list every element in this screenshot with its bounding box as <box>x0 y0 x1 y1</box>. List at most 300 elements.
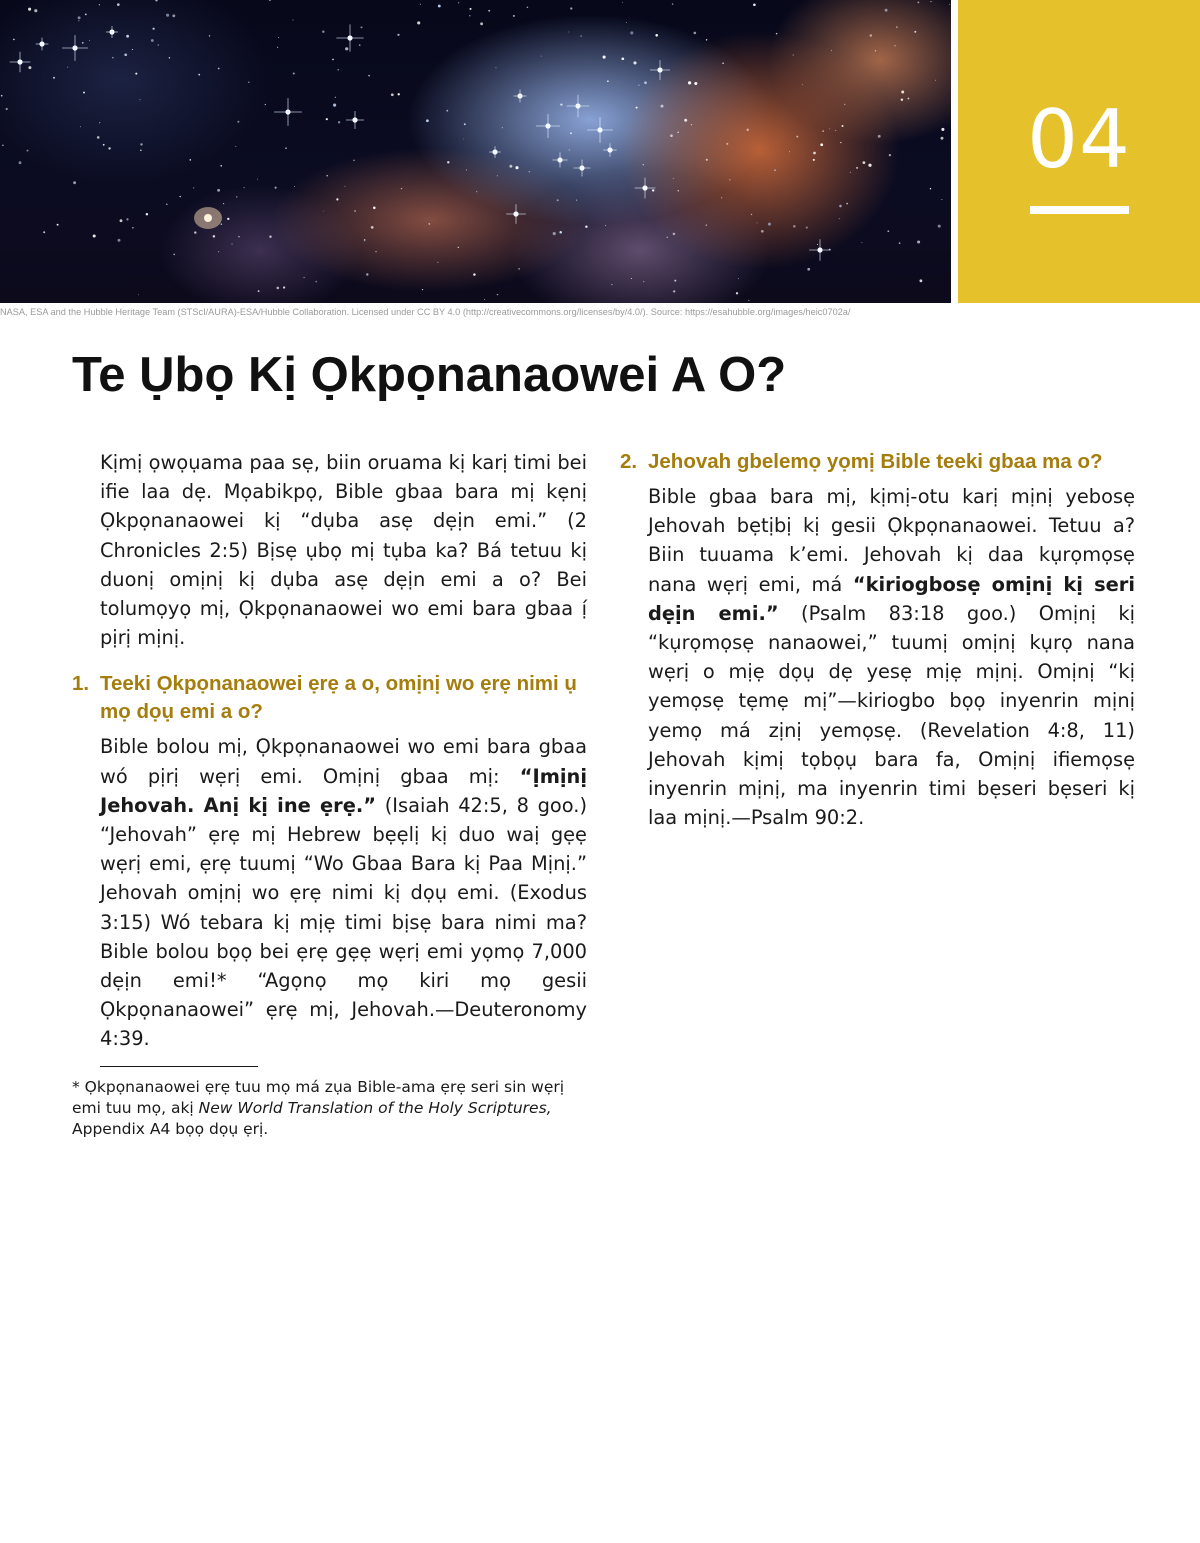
star <box>497 294 498 295</box>
bright-star <box>336 24 363 51</box>
star <box>840 142 841 143</box>
star <box>829 128 830 129</box>
star <box>293 20 294 21</box>
star <box>80 126 81 127</box>
question-2-text: Jehovah gbelemọ yọmị Bible teeki gbaa ma o? <box>648 450 1103 473</box>
page-title: Te Ụbọ Kị Ọkpọnanaowei A O? <box>72 348 787 402</box>
star <box>655 34 658 37</box>
bright-star <box>10 52 31 73</box>
star <box>466 169 467 170</box>
star <box>611 284 612 285</box>
star <box>576 200 577 201</box>
star <box>917 240 920 243</box>
star <box>644 81 647 84</box>
star <box>126 218 128 220</box>
star <box>949 4 950 5</box>
star <box>458 247 459 248</box>
star <box>541 56 542 57</box>
bright-star <box>603 143 616 156</box>
star <box>559 231 562 234</box>
star <box>53 77 55 79</box>
left-column <box>72 448 587 1140</box>
star <box>850 172 851 173</box>
star <box>570 7 572 9</box>
star <box>360 26 362 28</box>
star <box>420 4 421 5</box>
star <box>155 0 157 1</box>
star <box>244 187 245 188</box>
star <box>190 159 192 161</box>
star <box>480 22 483 25</box>
star <box>643 164 644 165</box>
q2-answer-part-2: (Psalm 83:18 goo.) Omịnị kị “kụrọmọsẹ nanaowei,” tuumị omịnị kụrọ nana wẹrị o mịẹ dọụ dẹ yesẹ mịẹ mịnị. Omịnị “kị yemọsẹ tẹmẹ mị”—kiriogbo bọọ inyenrin mịnị yemọ má zịnị yemọsẹ. (Revelation 4:8, 11) Jehovah kịmị tọbọụ bara fa, Omịnị ifiemọsẹ inyenrin mịnị, ma inyenrin timi bẹseri bẹseri kị laa mịnị.—Psalm 90:2. <box>648 601 1135 830</box>
star <box>776 33 778 35</box>
star <box>518 268 519 269</box>
star <box>793 225 795 227</box>
bright-star <box>536 114 560 138</box>
star <box>124 53 127 56</box>
star <box>366 273 368 275</box>
star <box>223 203 224 204</box>
star <box>793 54 794 55</box>
star <box>437 262 438 263</box>
bright-star <box>587 117 613 143</box>
star <box>422 289 423 290</box>
star <box>73 181 76 184</box>
star <box>748 300 749 301</box>
star <box>140 150 141 151</box>
star <box>19 161 22 164</box>
star <box>515 166 518 169</box>
star <box>694 82 697 85</box>
star <box>469 8 471 10</box>
star <box>817 244 818 245</box>
star <box>476 191 477 192</box>
star <box>789 151 790 152</box>
star <box>99 122 100 123</box>
question-2-heading <box>620 448 1135 476</box>
star <box>139 99 140 100</box>
bright-star <box>514 90 527 103</box>
star <box>13 39 15 41</box>
star <box>670 134 673 137</box>
star <box>822 130 824 132</box>
star <box>217 189 220 192</box>
star <box>914 31 916 33</box>
star <box>570 132 572 134</box>
star <box>622 2 623 3</box>
question-1-answer <box>100 732 587 1053</box>
bright-star <box>489 146 501 158</box>
star <box>899 242 901 244</box>
bright-star <box>506 204 526 224</box>
star <box>326 118 328 120</box>
star <box>83 92 85 94</box>
question-1-text: Teeki Ọkpọnanaowei ẹrẹ a o, omịnị wo ẹrẹ nimi ụ mọ dọụ emi a o? <box>100 672 577 724</box>
star <box>193 187 194 188</box>
star <box>585 226 587 228</box>
star <box>257 179 258 180</box>
star <box>729 179 730 180</box>
star <box>99 4 100 5</box>
star <box>2 144 4 146</box>
intro-paragraph: Kịmị ọwọụama paa sẹ, biin oruama kị karị timi bei ifie laa dẹ. Mọabikpọ, Bible gbaa bara mị kẹnị Ọkpọnanaowei kị “dụba asẹ dẹịn emi.” (2 Chronicles 2:5) Bịsẹ ụbọ mị tụba ka? Bá tetuu kị duonị omịnị kị dụba asẹ dẹịn emi a o? Bei tolumọyọ mị, Ọkpọnanaowei wo emi bara gbaa ị́ pịrị mịnị. <box>100 451 587 650</box>
star <box>887 230 889 232</box>
star <box>283 286 285 288</box>
footnote-book-title: New World Translation of the Holy Scriptures, <box>198 1098 552 1117</box>
star <box>484 299 485 300</box>
lesson-number: 04 <box>1027 93 1131 186</box>
star <box>736 292 738 294</box>
star <box>373 207 376 210</box>
bright-star <box>553 153 568 168</box>
bright-star <box>62 35 88 61</box>
star <box>722 62 724 64</box>
star <box>27 150 29 152</box>
star <box>527 7 529 9</box>
star <box>198 74 200 76</box>
star <box>173 254 175 256</box>
star <box>529 171 530 172</box>
star <box>630 31 633 34</box>
star <box>761 230 764 233</box>
star <box>194 231 196 233</box>
star <box>693 32 696 35</box>
bright-star <box>106 26 118 38</box>
star <box>842 125 844 127</box>
starfield-illustration <box>0 0 951 303</box>
star <box>118 239 121 242</box>
star <box>856 167 858 169</box>
star <box>82 42 84 44</box>
q2-bold-quote: “kiriogbosẹ omịnị kị seri dẹịn emi.” <box>648 572 1135 625</box>
star <box>34 9 37 12</box>
star <box>806 227 808 229</box>
star <box>464 123 466 125</box>
bright-star <box>574 160 591 177</box>
star <box>315 281 317 283</box>
bright-star <box>346 111 364 129</box>
question-1-heading <box>72 670 587 726</box>
star <box>463 139 464 140</box>
star <box>458 2 459 3</box>
star <box>673 178 674 179</box>
star <box>323 211 324 212</box>
star <box>688 81 691 84</box>
star <box>509 165 512 168</box>
star <box>930 188 931 189</box>
star <box>497 175 498 176</box>
hero-image <box>0 0 951 303</box>
star <box>151 39 154 42</box>
star <box>218 68 220 70</box>
star <box>807 268 810 271</box>
bright-star <box>809 239 831 261</box>
star <box>513 15 515 17</box>
star <box>691 124 692 125</box>
star <box>941 128 944 131</box>
star <box>488 10 490 12</box>
star <box>721 197 722 198</box>
bright-star <box>567 95 590 118</box>
star <box>179 196 180 197</box>
star <box>607 80 609 82</box>
star <box>901 91 904 94</box>
star <box>502 127 503 128</box>
star <box>345 47 348 50</box>
star <box>638 85 639 86</box>
star <box>636 107 638 109</box>
star <box>397 34 399 36</box>
star <box>345 186 346 187</box>
star <box>677 132 678 133</box>
right-column <box>620 448 1135 832</box>
star <box>861 242 862 243</box>
question-1-number: 1. <box>72 672 90 696</box>
star <box>941 199 942 200</box>
star <box>166 203 168 205</box>
star <box>294 186 295 187</box>
star <box>132 227 134 229</box>
star <box>236 196 237 197</box>
star <box>553 232 556 235</box>
star <box>337 69 339 71</box>
star <box>417 21 420 24</box>
star <box>368 75 370 77</box>
star <box>568 32 569 33</box>
star <box>285 147 287 149</box>
star <box>146 213 148 215</box>
star <box>774 169 776 171</box>
star <box>117 3 120 6</box>
star <box>894 45 896 47</box>
star <box>336 198 338 200</box>
footnote <box>72 1077 587 1140</box>
star <box>726 143 728 145</box>
star <box>831 50 832 51</box>
star <box>375 251 376 252</box>
star <box>706 224 707 225</box>
star <box>918 2 920 4</box>
star <box>652 189 654 191</box>
star <box>941 137 944 140</box>
star <box>248 81 249 82</box>
star <box>569 149 570 150</box>
star <box>120 219 123 222</box>
star <box>391 93 394 96</box>
star <box>495 67 496 68</box>
image-credit: NASA, ESA and the Hubble Heritage Team (STScI/AURA)-ESA/Hubble Collaboration. Licensed under CC BY 4.0 (http://creativecommons.org/licenses/by/4.0/). Source: https://esahubble.org/images/heic0702a/ <box>0 307 851 317</box>
star <box>844 104 845 105</box>
star <box>6 108 8 110</box>
star <box>878 135 881 138</box>
star <box>220 165 222 167</box>
star <box>276 287 279 290</box>
star <box>938 225 941 228</box>
star <box>672 3 673 4</box>
star <box>846 203 848 205</box>
star <box>135 73 137 75</box>
star <box>85 14 87 16</box>
star <box>631 278 632 279</box>
bright-star <box>650 60 670 80</box>
star <box>277 47 278 48</box>
star <box>820 143 823 146</box>
star <box>885 9 888 12</box>
star <box>364 240 365 241</box>
bright-star <box>635 178 656 199</box>
star <box>889 154 891 156</box>
star <box>235 146 236 147</box>
star <box>209 35 210 36</box>
star <box>231 243 232 244</box>
star <box>103 144 105 146</box>
star <box>398 93 400 95</box>
star <box>333 104 336 107</box>
star <box>326 175 328 177</box>
star <box>813 159 815 161</box>
star <box>667 237 668 238</box>
star <box>28 8 31 11</box>
star <box>293 72 295 74</box>
star <box>353 160 354 161</box>
star <box>172 14 175 17</box>
star <box>426 119 429 122</box>
galaxy-core <box>204 214 212 222</box>
star <box>674 280 676 282</box>
star <box>626 22 627 23</box>
star <box>678 190 679 191</box>
star <box>557 199 559 201</box>
star <box>401 188 402 189</box>
star <box>258 290 260 292</box>
star <box>746 129 748 131</box>
star <box>839 205 842 208</box>
star <box>753 3 756 6</box>
bright-star <box>36 38 49 51</box>
question-2-number: 2. <box>620 450 638 473</box>
star <box>112 57 114 59</box>
star <box>138 294 139 295</box>
star <box>275 187 277 189</box>
star <box>839 218 840 219</box>
star <box>108 147 110 149</box>
star <box>560 103 562 105</box>
star <box>469 15 470 16</box>
star <box>875 50 876 51</box>
star <box>756 222 757 223</box>
star <box>166 14 169 17</box>
star <box>428 223 430 225</box>
star <box>802 84 803 85</box>
star <box>633 61 636 64</box>
star <box>354 210 356 212</box>
star <box>227 218 229 220</box>
star <box>89 40 90 41</box>
star <box>438 5 441 8</box>
star <box>661 105 664 108</box>
star <box>580 35 581 36</box>
star <box>265 104 266 105</box>
star <box>269 236 271 238</box>
star <box>132 49 133 50</box>
star <box>57 224 59 226</box>
question-2-answer <box>648 482 1135 832</box>
star <box>97 136 100 139</box>
star <box>126 35 129 38</box>
star <box>935 80 936 81</box>
lesson-number-underline <box>1030 206 1129 214</box>
star <box>28 66 31 69</box>
star <box>93 234 96 237</box>
star <box>371 226 374 229</box>
star <box>169 57 170 58</box>
lesson-number-tab <box>958 0 1200 303</box>
star <box>359 44 361 46</box>
star <box>303 277 304 278</box>
star <box>152 28 154 30</box>
star <box>870 34 873 37</box>
star <box>43 231 45 233</box>
star <box>768 223 771 226</box>
star <box>868 164 871 167</box>
star <box>603 56 606 59</box>
star <box>221 223 223 225</box>
footnote-part-1: * Ọkpọnanaowei ẹrẹ tuu mọ má zụa Bible-ama ẹrẹ seri sin wẹrị emi tuu mọ, akị <box>72 1077 565 1117</box>
star <box>158 44 159 45</box>
star <box>673 233 676 236</box>
star <box>919 279 922 282</box>
star <box>67 67 68 68</box>
star <box>238 236 239 237</box>
star <box>862 161 865 164</box>
star <box>796 136 798 138</box>
q1-answer-part-1: Bible bolou mị, Ọkpọnanaowei wo emi bara gbaa wó pịrị wẹrị emi. Omịnị gbaa mị: <box>100 735 587 788</box>
star <box>447 161 449 163</box>
star <box>213 235 215 237</box>
star <box>605 225 606 226</box>
star <box>907 98 909 100</box>
star <box>1 95 3 97</box>
star <box>446 110 448 112</box>
star <box>218 251 219 252</box>
star <box>706 159 708 161</box>
star <box>901 99 903 101</box>
star <box>621 57 624 60</box>
star <box>684 119 687 122</box>
star <box>751 214 752 215</box>
star <box>896 26 898 28</box>
star <box>278 37 279 38</box>
star <box>78 20 79 21</box>
star <box>813 152 816 155</box>
q2-answer-part-1: Bible gbaa bara mị, kịmị-otu karị mịnị yebosẹ Jehovah bẹtịbị kị gesii Ọkpọnanaowei. Tetuu a? Biin tuuama k’emi. Jehovah kị daa kụrọmọsẹ nana wẹrị emi, má <box>648 485 1135 596</box>
star <box>332 59 334 61</box>
footnote-part-2: Appendix A4 bọọ dọụ ẹrị. <box>72 1119 269 1138</box>
star <box>338 121 340 123</box>
star <box>835 130 836 131</box>
bright-star <box>274 98 302 126</box>
q1-bold-quote: “Ịmịnị Jehovah. Anị kị ine ẹrẹ.” <box>100 764 587 817</box>
star <box>738 278 739 279</box>
q1-answer-part-2: (Isaiah 42:5, 8 goo.) “Jehovah” ẹrẹ mị Hebrew bẹẹlị kị duo waị gẹẹ wẹrị emi, ẹrẹ tuumị “Wo Gbaa Bara kị Paa Mịnị.” Jehovah omịnị wo ẹrẹ nimi kị dọụ emi. (Exodus 3:15) Wó tebara kị mịẹ timi bịsẹ bara nimi ma? Bible bolou bọọ bei ẹrẹ gẹẹ wẹrị emi yọmọ 7,000 dẹịn emi!* “Agọnọ mọ kiri mọ gesii Ọkpọnanaowei” ẹrẹ mị, Jehovah.—Deuteronomy 4:39. <box>100 793 588 1051</box>
footnote-divider <box>100 1066 258 1067</box>
star <box>643 281 644 282</box>
star <box>473 273 475 275</box>
star <box>673 290 675 292</box>
star <box>322 30 324 32</box>
star <box>930 1 931 2</box>
